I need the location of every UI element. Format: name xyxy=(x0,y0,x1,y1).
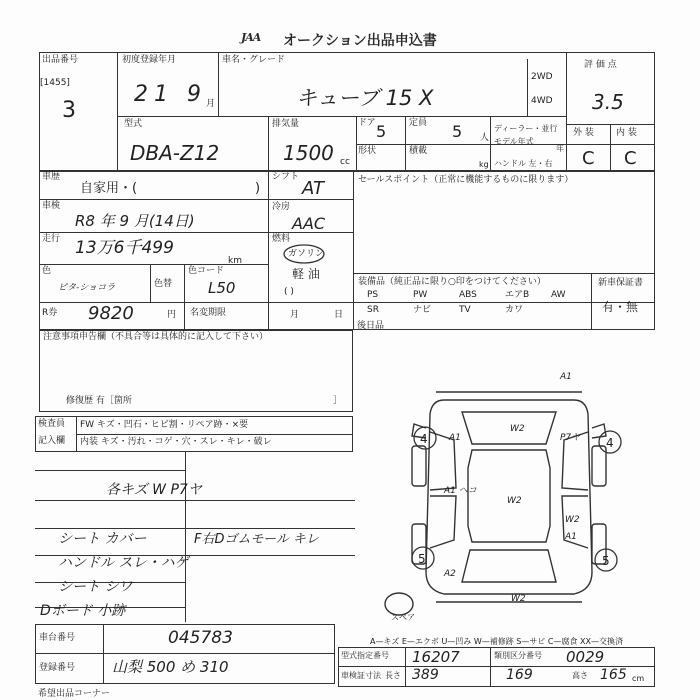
shift-label: シフト xyxy=(272,172,300,182)
lot-number-label: 出品番号 xyxy=(42,55,79,65)
registration-value: 山梨 500 め 310 xyxy=(112,658,229,676)
fuel-label: 燃料 xyxy=(272,234,291,244)
hw-note-5: シート シワ xyxy=(58,579,133,595)
displacement-value: 1500 xyxy=(283,141,334,165)
class-value: 0029 xyxy=(566,648,605,666)
drive-2wd: 2WD xyxy=(531,72,553,82)
equipment-item: SR xyxy=(367,305,379,315)
mark-left-door: A1 ヘコ xyxy=(444,486,477,496)
kg-label: kg xyxy=(479,160,489,169)
mileage-unit: km xyxy=(228,256,242,266)
arrival-label: 後日品 xyxy=(357,321,385,331)
width-value: 169 xyxy=(506,667,533,683)
hw-note-2: シート カバー xyxy=(58,531,147,547)
color-value: ピタ-ショコラ xyxy=(58,283,116,293)
mark-rear: W2 xyxy=(511,594,526,604)
mileage-label: 走行 xyxy=(42,234,61,244)
height-value: 165 xyxy=(600,667,627,683)
mileage-value: 13万6千499 xyxy=(75,238,174,258)
color-code-value: L50 xyxy=(208,279,236,297)
model-name-value: キューブ 15 X xyxy=(296,86,434,110)
first-reg-value: 21 9 xyxy=(134,82,207,107)
interior-label: 内 装 xyxy=(616,128,637,138)
class-label: 類別区分番号 xyxy=(494,651,542,660)
repair-history: 修復歴 有［箇所 xyxy=(66,396,132,406)
corner-label: 希望出品コーナー xyxy=(38,689,111,699)
color-change-label: 色替 xyxy=(154,279,173,289)
hw-note-6: Dボード 小跡 xyxy=(40,603,126,619)
hw-note-4: ハンドル スレ・ハゲ xyxy=(58,555,189,571)
displacement-label: 排気量 xyxy=(272,119,300,129)
first-reg-label: 初度登録年月 xyxy=(122,55,177,65)
inspector-label: 検査員 xyxy=(38,419,66,429)
inspector-row-2: 内装 キズ・汚れ・コゲ・穴・スレ・キレ・破レ xyxy=(80,437,272,447)
inspection-label: 車検 xyxy=(42,201,61,211)
mark-front: A1 xyxy=(560,372,572,382)
fuel-gasoline: ガソリン xyxy=(288,249,325,259)
inspector-entry-label: 記入欄 xyxy=(38,436,66,446)
shape-label: 形状 xyxy=(358,146,377,156)
capacity-value: 5 xyxy=(452,122,463,141)
circled-front-left: 4 xyxy=(420,432,428,446)
damage-legend: A—キズ E—エクボ U—凹み W—補修跡 S—サビ C—腐食 XX—交換済 xyxy=(370,637,624,646)
certificate-value: 16207 xyxy=(412,648,460,666)
fuel-diesel: 軽 油 xyxy=(292,267,320,281)
chassis-label: 車台番号 xyxy=(39,633,76,643)
rating-label: 評 価 点 xyxy=(584,60,617,70)
recycle-label: R券 xyxy=(42,308,58,318)
mark-right-front: P7ヤ xyxy=(560,433,581,443)
equipment-item: ナビ xyxy=(413,305,432,315)
registration-label: 登録番号 xyxy=(39,663,76,673)
circled-rear-right: 5 xyxy=(602,554,610,568)
ac-label: 冷房 xyxy=(272,202,291,212)
equipment-item: エアB xyxy=(505,290,530,300)
dimensions-unit: cm xyxy=(632,674,645,683)
first-reg-month: 月 xyxy=(206,99,216,109)
color-code-label: 色コード xyxy=(188,266,225,276)
hw-note-1: 各キズ W P7ヤ xyxy=(106,482,202,498)
name-change-label: 名変期限 xyxy=(190,308,227,318)
rating-value: 3.5 xyxy=(592,90,624,114)
handle-label: ハンドル 左・右 xyxy=(494,159,553,168)
capacity-label: 定員 xyxy=(409,118,428,128)
exterior-grade: C xyxy=(582,148,595,169)
certificate-label: 型式指定番号 xyxy=(341,651,389,660)
capacity-unit: 人 xyxy=(480,133,490,143)
model-name-label: 車名・グレード xyxy=(222,55,286,65)
length-value: 389 xyxy=(412,667,439,683)
name-change-day: 日 xyxy=(334,310,344,320)
chassis-value: 045783 xyxy=(168,628,233,648)
usage-close: ) xyxy=(255,181,261,196)
doors-value: 5 xyxy=(376,122,387,141)
ac-value: AAC xyxy=(292,214,326,233)
repair-bracket-end: ］ xyxy=(333,396,343,406)
recycle-unit: 円 xyxy=(167,310,177,320)
circled-rear-left: 5 xyxy=(418,552,426,566)
inspector-row-1: FW キズ・凹石・ヒビ割・リペア跡・×要 xyxy=(80,420,249,430)
mark-hood: W2 xyxy=(510,424,525,434)
mark-right-door: W2 xyxy=(565,515,580,525)
displacement-unit: cc xyxy=(340,157,350,167)
type-value: DBA-Z12 xyxy=(130,141,220,165)
inspection-value: R8 年 9 月(14日) xyxy=(75,212,195,230)
load-label: 積載 xyxy=(409,146,428,156)
new-warranty-label: 新車保証書 xyxy=(598,278,644,288)
doors-label: ドア xyxy=(358,118,376,128)
mark-right-rear: A1 xyxy=(565,532,577,542)
mark-left-front: A1 xyxy=(449,433,461,443)
jaa-logo: JAA xyxy=(241,31,261,44)
lot-number: 3 xyxy=(62,98,76,123)
drive-4wd: 4WD xyxy=(531,96,553,106)
shift-value: AT xyxy=(302,178,324,199)
color-label: 色 xyxy=(42,266,52,276)
gasoline-circle xyxy=(282,243,326,265)
equipment-label: 装備品（純正品に限り○印をつけてください） xyxy=(358,277,546,287)
lot-ref: [1455] xyxy=(40,78,70,88)
mark-left-rear: A2 xyxy=(444,569,456,579)
equipment-item: PS xyxy=(367,290,379,300)
new-warranty-value: 有・無 xyxy=(602,300,639,314)
circled-front-right: 4 xyxy=(606,436,614,450)
equipment-item: ABS xyxy=(459,290,477,300)
height-label: 高さ xyxy=(572,671,588,680)
exterior-label: 外 装 xyxy=(573,128,594,138)
mark-roof: W2 xyxy=(507,496,522,506)
equipment-item: AW xyxy=(551,290,566,300)
equipment-item: TV xyxy=(459,305,471,315)
type-label: 型式 xyxy=(124,119,143,129)
length-label: 長さ xyxy=(385,671,401,680)
spare-label: スペア xyxy=(391,613,415,622)
notes-label: 注意事項申告欄（不具合等は具体的に記入して下さい） xyxy=(43,332,269,342)
equipment-item: PW xyxy=(413,290,428,300)
name-change-month: 月 xyxy=(290,310,300,320)
sheet-title: オークション出品申込書 xyxy=(283,33,437,49)
dealer-label: ディーラー・並行 xyxy=(494,124,558,133)
model-year-label: モデル年式 xyxy=(494,137,534,146)
interior-grade: C xyxy=(624,148,637,169)
usage-label: 車歴 xyxy=(42,172,61,182)
equipment-item: カワ xyxy=(505,305,524,315)
sales-point-label: セールスポイント（正常に機能するものに限ります） xyxy=(358,175,574,185)
recycle-value: 9820 xyxy=(88,303,134,324)
hw-note-3: F右Dゴムモール キレ xyxy=(194,532,319,547)
usage-value: 自家用・( xyxy=(80,181,138,196)
model-year-unit: 年 xyxy=(556,144,564,153)
dimensions-label: 車検証寸法 xyxy=(341,671,381,680)
fuel-other: ( ) xyxy=(284,287,294,297)
